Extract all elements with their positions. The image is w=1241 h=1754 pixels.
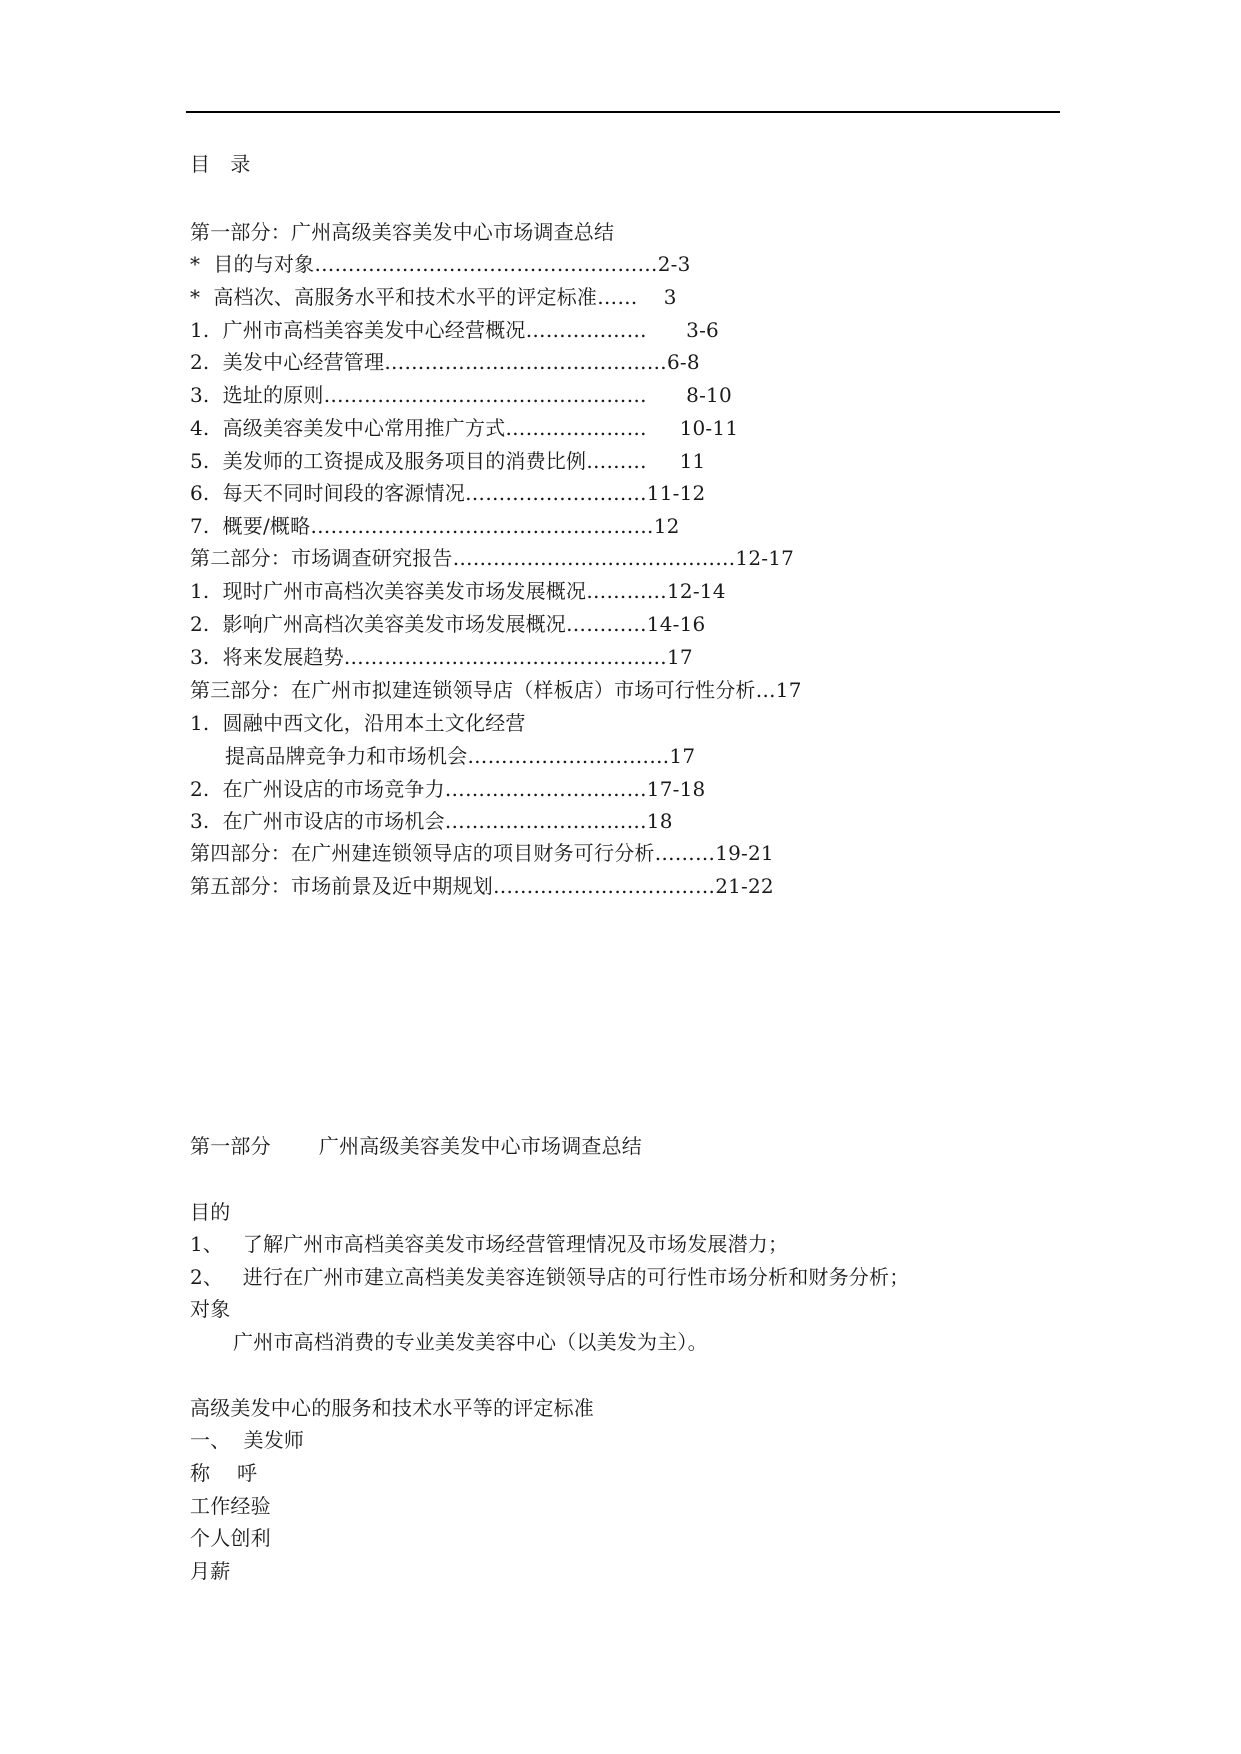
object-text: 广州市高档消费的专业美发美容中心（以美发为主）。 <box>233 1330 708 1354</box>
toc-entry: 5. 美发师的工资提成及服务项目的消费比例……… 11 <box>190 449 706 473</box>
section-label: 第一部分 <box>190 1134 271 1158</box>
toc-entry: 2. 影响广州高档次美容美发市场发展概况…………14-16 <box>190 612 706 636</box>
section-title: 广州高级美容美发中心市场调查总结 <box>318 1134 643 1158</box>
standard-subheading: 一、 美发师 <box>190 1428 305 1452</box>
toc-entry: 7. 概要/概略……………………………………………12 <box>190 514 680 538</box>
toc-entry: 6. 每天不同时间段的客源情况………………………11-12 <box>190 481 706 505</box>
toc-entry: 1. 圆融中西文化，沿用本土文化经营 <box>190 711 526 735</box>
object-heading: 对象 <box>190 1297 231 1321</box>
purpose-item: 2、 进行在广州市建立高档美发美容连锁领导店的可行性市场分析和财务分析； <box>190 1265 910 1289</box>
purpose-item: 1、 了解广州市高档美容美发市场经营管理情况及市场发展潜力； <box>190 1232 789 1256</box>
toc-title: 目 录 <box>190 152 251 176</box>
toc-entry: 第三部分：在广州市拟建连锁领导店（样板店）市场可行性分析…17 <box>190 678 802 702</box>
toc-entry: 3. 将来发展趋势…………………………………………17 <box>190 645 693 669</box>
toc-entry: 3. 在广州市设店的市场机会…………………………18 <box>190 809 673 833</box>
toc-entry: 第五部分：市场前景及近中期规划……………………………21-22 <box>190 874 774 898</box>
toc-entry: 第一部分：广州高级美容美发中心市场调查总结 <box>190 220 615 244</box>
field-label: 月薪 <box>190 1559 231 1583</box>
field-label: 称 呼 <box>190 1461 258 1485</box>
toc-entry: * 高档次、高服务水平和技术水平的评定标准…… 3 <box>190 285 677 309</box>
field-label: 个人创利 <box>190 1526 271 1550</box>
toc-entry: 第四部分：在广州建连锁领导店的项目财务可行分析………19-21 <box>190 841 774 865</box>
toc-entry: 1. 广州市高档美容美发中心经营概况……………… 3-6 <box>190 318 719 342</box>
toc-entry: 提高品牌竞争力和市场机会…………………………17 <box>225 744 696 768</box>
toc-entry: 2. 在广州设店的市场竞争力…………………………17-18 <box>190 777 706 801</box>
section-heading <box>190 1134 642 1158</box>
toc-entry: 2. 美发中心经营管理……………………………………6-8 <box>190 350 700 374</box>
toc-entry: * 目的与对象……………………………………………2-3 <box>190 252 691 276</box>
toc-entry: 4. 高级美容美发中心常用推广方式………………… 10-11 <box>190 416 739 440</box>
field-label: 工作经验 <box>190 1494 271 1518</box>
purpose-heading: 目的 <box>190 1200 231 1224</box>
toc-entry: 第二部分：市场调查研究报告……………………………………12-17 <box>190 546 795 570</box>
standard-heading: 高级美发中心的服务和技术水平等的评定标准 <box>190 1396 594 1420</box>
toc-entry: 1. 现时广州市高档次美容美发市场发展概况…………12-14 <box>190 579 726 603</box>
toc-entry: 3. 选址的原则………………………………………… 8-10 <box>190 383 732 407</box>
header-rule <box>186 111 1060 113</box>
